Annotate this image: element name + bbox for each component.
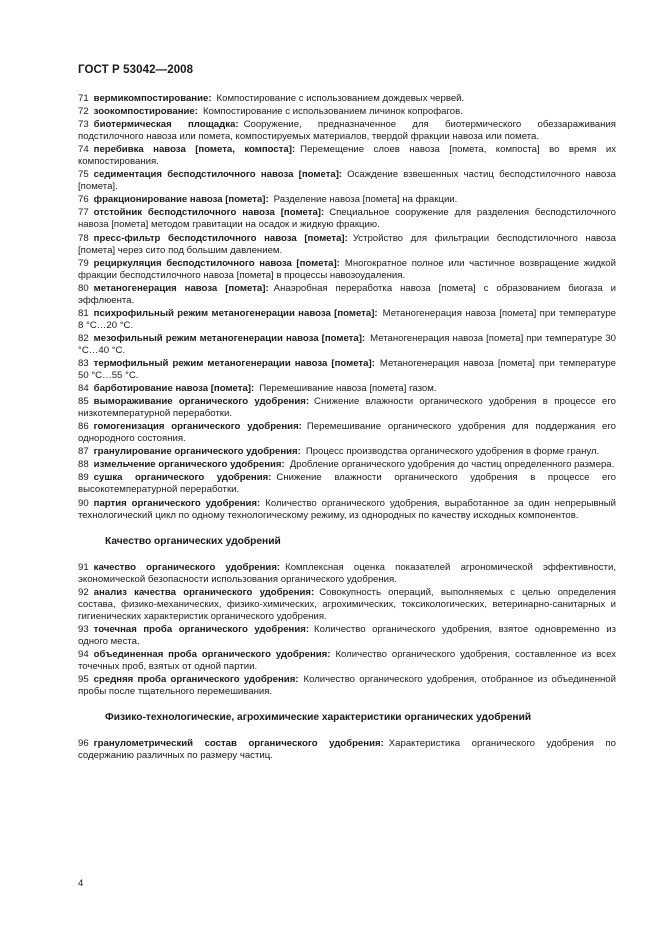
term-definition: Устройство для фильтрации бесподстилочного навоза [помета] через сито под большим давлением.: [78, 232, 616, 256]
term-name: рециркуляция бесподстилочного навоза [помета]:: [93, 257, 340, 269]
term-entry: [78, 472, 616, 496]
term-number: 76: [78, 194, 89, 206]
term-number: 90: [78, 497, 89, 509]
term-name: партия органического удобрения:: [93, 497, 261, 509]
term-number: 95: [78, 674, 89, 686]
term-name: барботирование навоза [помета]:: [93, 383, 255, 395]
section-heading-quality: Качество органических удобрений: [105, 535, 281, 547]
term-name: сушка органического удобрения:: [93, 472, 272, 484]
term-entry: [78, 93, 616, 105]
term-definition: Количество органического удобрения, выработанное за один непрерывный технологический цикл по одному технологическому режиму, из однородных по качеству исходных компонентов.: [78, 497, 617, 521]
term-number: 79: [78, 257, 89, 269]
term-definition: Комплексная оценка показателей агрономической эффективности, экономической безопасности использования органического удобрения.: [78, 561, 616, 585]
term-definition: Специальное сооружение для разделения бесподстилочного навоза [помета] методом гравитации на осадок и жидкую фракцию.: [78, 207, 616, 231]
term-name: фракционирование навоза [помета]:: [93, 194, 269, 206]
term-name: гранулометрический состав органического удобрения:: [93, 738, 384, 750]
terms-list-part-2: [78, 562, 616, 699]
term-definition: Характеристика органического удобрения по содержанию различных по размеру частиц.: [78, 738, 616, 762]
term-number: 81: [78, 307, 89, 319]
term-number: 73: [78, 119, 89, 131]
term-entry: [78, 283, 616, 307]
term-number: 87: [78, 446, 89, 458]
term-definition: Осаждение взвешенных частиц бесподстилочного навоза [помета].: [78, 169, 616, 193]
term-entry: [78, 649, 616, 673]
term-name: объединенная проба органического удобрения:: [93, 648, 331, 660]
term-definition: Совокупность операций, выполняемых с целью определения состава, физико-механических, физико-химических, агрохимических, токсикологических, ветеринарно-санитарных и гигиенических характеристик органического удобрения.: [78, 586, 616, 622]
term-definition: Количество органического удобрения, составленное из всех точечных проб, взятых от одной партии.: [78, 648, 616, 673]
term-entry: [78, 258, 616, 282]
term-name: метаногенерация навоза [помета]:: [93, 282, 269, 294]
term-name: пресс-фильтр бесподстилочного навоза [помета]:: [93, 232, 348, 244]
term-entry: [78, 738, 616, 762]
term-number: 89: [78, 472, 89, 484]
term-entry: [78, 421, 616, 445]
term-entry: [78, 169, 616, 193]
term-definition: Разделение навоза [помета] на фракции.: [273, 194, 458, 206]
term-number: 83: [78, 357, 89, 369]
term-entry: [78, 308, 616, 332]
term-number: 75: [78, 169, 89, 181]
page-number: 4: [78, 878, 84, 889]
term-name: средняя проба органического удобрения:: [93, 674, 299, 686]
term-entry: [78, 624, 616, 648]
term-name: качество органического удобрения:: [93, 561, 281, 573]
term-number: 88: [78, 459, 89, 471]
term-number: 96: [78, 738, 89, 750]
term-name: точечная проба органического удобрения:: [93, 623, 310, 635]
term-entry: [78, 674, 616, 698]
term-definition: Анаэробная переработка навоза [помета] с образованием биогаза и эффлюента.: [78, 282, 617, 306]
term-definition: Компостирование с использованием дождевых червей.: [216, 93, 465, 104]
term-entry: [78, 383, 616, 395]
term-name: зоокомпостирование:: [93, 106, 198, 118]
term-entry: [78, 587, 616, 623]
term-definition: Компостирование с использованием личинок копрофагов.: [202, 106, 463, 118]
term-definition: Процесс производства органического удобрения в форме гранул.: [305, 446, 600, 458]
standard-header: ГОСТ Р 53042—2008: [78, 64, 194, 76]
term-entry: [78, 446, 616, 458]
term-entry: [78, 233, 616, 257]
term-name: вермикомпостирование:: [93, 93, 212, 104]
term-number: 78: [78, 232, 89, 244]
term-definition: Количество органического удобрения, отобранное из объединенной пробы после тщательного перемешивания.: [78, 674, 616, 698]
term-name: психрофильный режим метаногенерации навоза [помета]:: [93, 307, 378, 319]
term-number: 85: [78, 396, 89, 408]
term-number: 93: [78, 623, 89, 635]
term-entry: [78, 119, 616, 143]
term-entry: [78, 333, 616, 357]
term-number: 84: [78, 383, 89, 395]
term-entry: [78, 106, 616, 118]
term-entry: [78, 358, 616, 382]
term-number: 80: [78, 282, 89, 294]
term-name: биотермическая площадка:: [93, 119, 239, 131]
term-entry: [78, 144, 616, 168]
term-name: мезофильный режим метаногенерации навоза [помета]:: [93, 332, 366, 344]
term-definition: Метаногенерация навоза [помета] при температуре 30 °С…40 °С.: [78, 332, 616, 356]
term-name: вымораживание органического удобрения:: [93, 396, 310, 408]
term-definition: Снижение влажности органического удобрения в процессе его высокотемпературной переработки.: [78, 472, 616, 496]
term-number: 92: [78, 586, 89, 598]
term-number: 74: [78, 144, 89, 156]
term-name: измельчение органического удобрения:: [93, 459, 285, 471]
term-number: 71: [78, 93, 89, 104]
term-definition: Сооружение, предназначенное для биотермического обеззараживания подстилочного навоза или помета, компостируемых материалов, твердой фракции навоза или помета.: [78, 119, 616, 143]
term-definition: Перемешивание органического удобрения для поддержания его однородного состояния.: [78, 421, 616, 445]
term-entry: [78, 562, 616, 586]
term-number: 77: [78, 207, 89, 219]
term-number: 86: [78, 421, 89, 433]
term-name: отстойник бесподстилочного навоза [помета]:: [93, 207, 325, 219]
term-definition: Перемещение слоев навоза [помета, компоста] во время их компостирования.: [78, 144, 616, 168]
term-name: гранулирование органического удобрения:: [93, 446, 301, 458]
term-name: анализ качества органического удобрения:: [93, 586, 315, 598]
terms-list-part-3: [78, 738, 616, 762]
term-number: 82: [78, 332, 89, 344]
term-entry: [78, 498, 616, 522]
term-definition: Снижение влажности органического удобрения в процессе его низкотемпературной переработки.: [78, 396, 616, 420]
term-number: 72: [78, 106, 89, 118]
term-definition: Многократное полное или частичное возвращение жидкой фракции бесподстилочного навоза [помета] в процессы навозоудаления.: [78, 257, 616, 281]
terms-list-part-1: [78, 93, 616, 522]
document-body: [78, 93, 616, 763]
term-definition: Дробление органического удобрения до частиц определенного размера.: [289, 459, 615, 471]
term-name: термофильный режим метаногенерации навоза [помета]:: [93, 357, 375, 369]
term-name: перебивка навоза [помета, компоста]:: [93, 144, 296, 156]
term-entry: [78, 396, 616, 420]
term-name: гомогенизация органического удобрения:: [93, 421, 302, 433]
term-definition: Метаногенерация навоза [помета] при температуре 50 °С…55 °С.: [78, 357, 616, 382]
term-definition: Перемешивание навоза [помета] газом.: [259, 383, 437, 395]
term-definition: Количество органического удобрения, взятое одновременно из одного места.: [78, 623, 617, 647]
term-definition: Метаногенерация навоза [помета] при температуре 8 °С…20 °С.: [78, 307, 616, 331]
term-entry: [78, 459, 616, 471]
term-name: седиментация бесподстилочного навоза [помета]:: [93, 169, 343, 181]
term-entry: [78, 207, 616, 231]
section-heading-characteristics: Физико-технологические, агрохимические характеристики органических удобрений: [105, 712, 532, 724]
term-number: 94: [78, 648, 89, 660]
term-number: 91: [78, 561, 89, 573]
term-entry: [78, 194, 616, 206]
